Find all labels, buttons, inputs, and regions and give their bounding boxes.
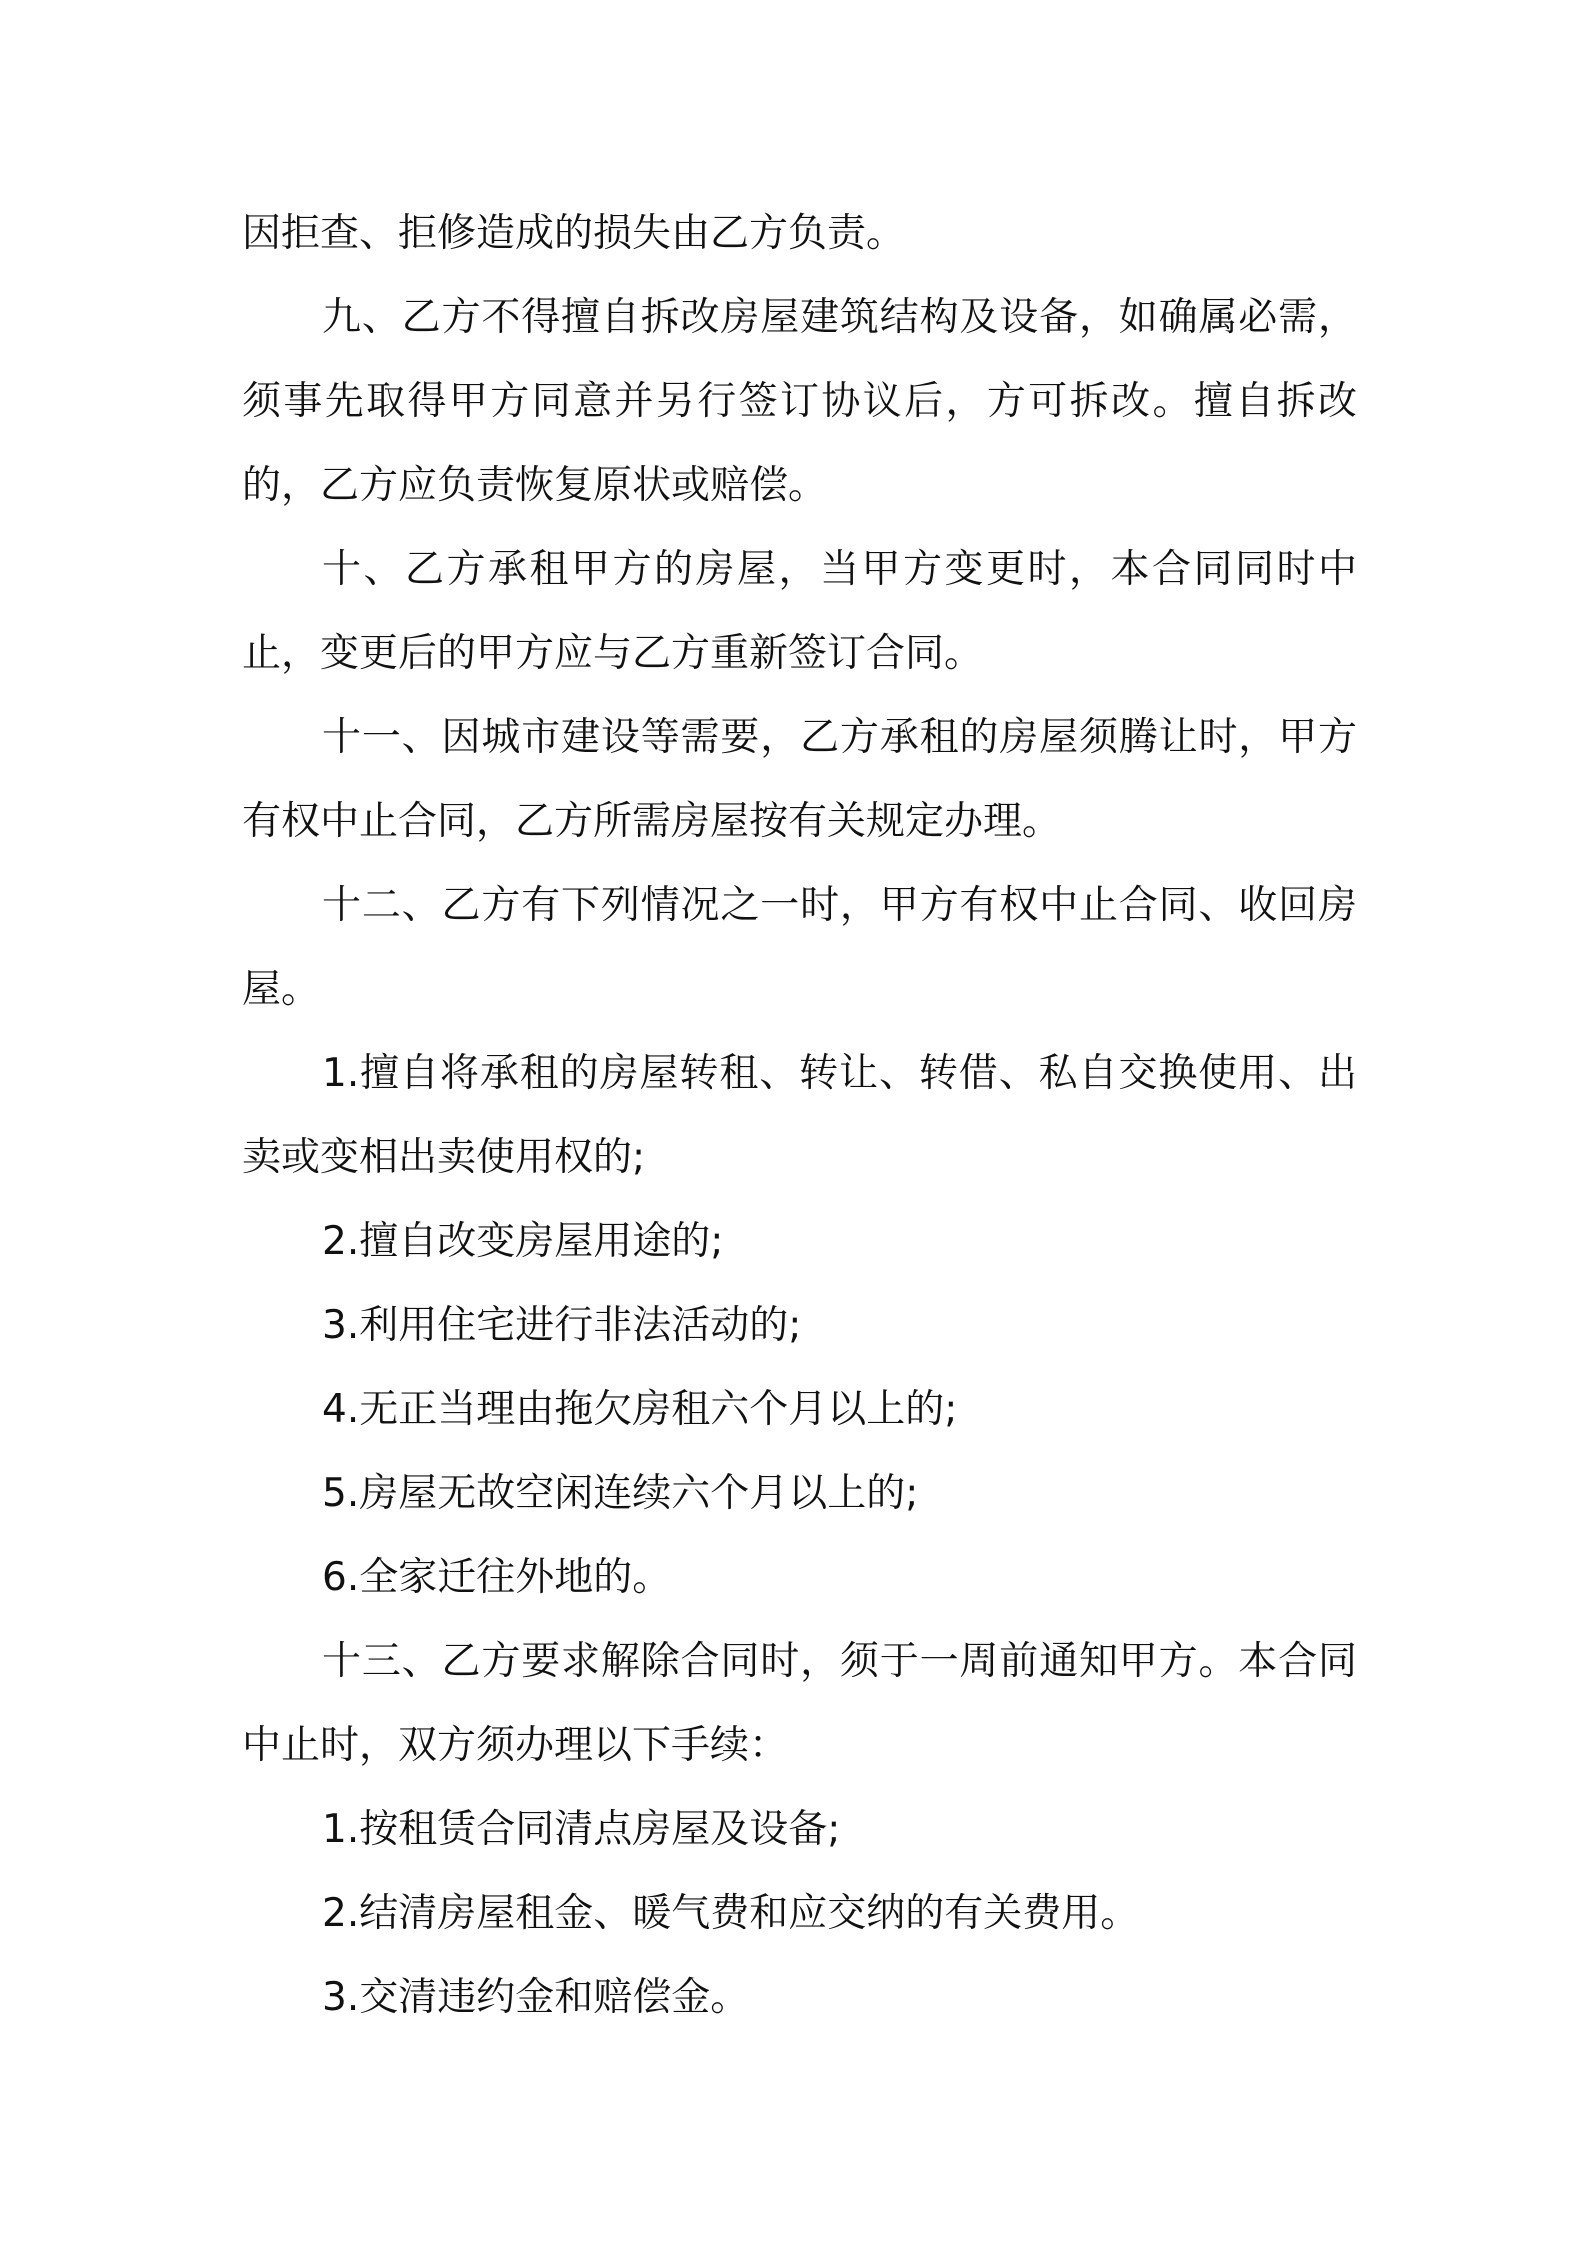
list-item-12-5: 5.房屋无故空闲连续六个月以上的; xyxy=(322,1471,919,1516)
list-item-12-4: 4.无正当理由拖欠房租六个月以上的; xyxy=(322,1387,958,1432)
paragraph-clause-9: 九、乙方不得擅自拆改房屋建筑结构及设备，如确属必需，须事先取得甲方同意并另行签订协议后，方可拆改。擅自拆改的，乙方应负责恢复原状或赔偿。 xyxy=(242,295,1357,508)
list-item-12-1: 1.擅自将承租的房屋转租、转让、转借、私自交换使用、出卖或变相出卖使用权的; xyxy=(242,1051,1357,1180)
paragraph-continuation: 因拒查、拒修造成的损失由乙方负责。 xyxy=(242,211,906,256)
paragraph-clause-11: 十一、因城市建设等需要，乙方承租的房屋须腾让时，甲方有权中止合同，乙方所需房屋按有关规定办理。 xyxy=(242,715,1357,844)
contract-text-body xyxy=(242,192,1357,2040)
paragraph-clause-13: 十三、乙方要求解除合同时，须于一周前通知甲方。本合同中止时，双方须办理以下手续： xyxy=(242,1639,1357,1768)
list-item-13-3: 3.交清违约金和赔偿金。 xyxy=(322,1975,750,2020)
list-item-12-6: 6.全家迁往外地的。 xyxy=(322,1555,672,1600)
list-item-12-3: 3.利用住宅进行非法活动的; xyxy=(322,1303,802,1348)
paragraph-clause-12: 十二、乙方有下列情况之一时，甲方有权中止合同、收回房屋。 xyxy=(242,883,1357,1012)
paragraph-clause-10: 十、乙方承租甲方的房屋，当甲方变更时，本合同同时中止，变更后的甲方应与乙方重新签订合同。 xyxy=(242,547,1357,676)
list-item-13-1: 1.按租赁合同清点房屋及设备; xyxy=(322,1807,841,1852)
list-item-13-2: 2.结清房屋租金、暖气费和应交纳的有关费用。 xyxy=(322,1891,1140,1936)
list-item-12-2: 2.擅自改变房屋用途的; xyxy=(322,1219,724,1264)
